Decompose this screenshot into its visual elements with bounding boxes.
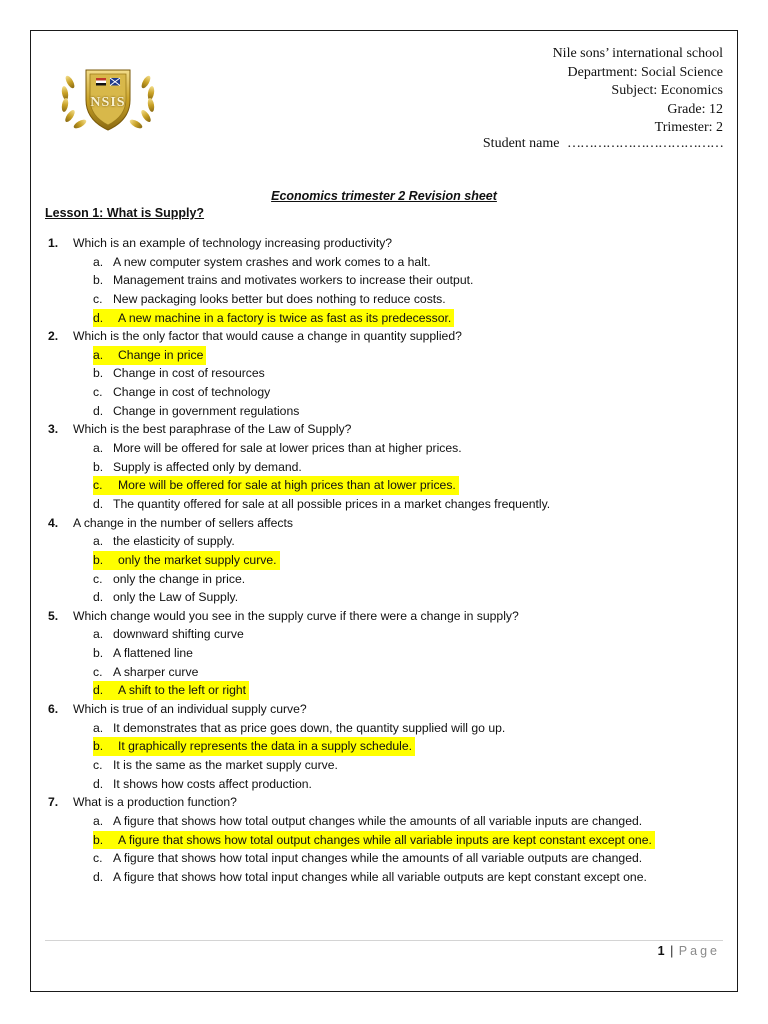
page-label: Page [678,944,720,958]
lesson-heading: Lesson 1: What is Supply? [45,206,205,220]
grade: Grade: 12 [667,101,723,117]
answer-highlight [93,681,249,700]
option-text: A figure that shows how total input changes while all variable outputs are kept constant except one. [113,869,647,884]
option-row [0,868,768,887]
option-letter: d. [93,496,104,511]
option-row-highlighted [0,551,768,570]
option-letter: d. [93,590,104,605]
option-letter: d. [93,869,104,884]
option-row [0,775,768,794]
option-letter: a. [93,347,104,362]
option-text: It shows how costs affect production. [113,776,312,791]
question-row [0,700,768,719]
option-letter: a. [93,254,104,269]
option-text: A shift to the left or right [118,683,247,698]
option-row [0,719,768,738]
question-text: A change in the number of sellers affects [73,515,293,530]
option-letter: c. [93,571,103,586]
page-number: 1 [657,944,665,958]
option-text: It demonstrates that as price goes down, the quantity supplied will go up. [113,720,506,735]
question-number: 5. [48,608,59,623]
logo-text: NSIS [90,95,126,110]
question-number: 6. [48,702,59,717]
document-title: Economics trimester 2 Revision sheet [271,189,497,203]
option-letter: c. [93,851,103,866]
option-letter: a. [93,720,104,735]
option-text: A sharper curve [113,664,199,679]
option-letter: c. [93,478,103,493]
option-letter: d. [93,310,104,325]
option-row [0,625,768,644]
question-row [0,793,768,812]
student-name-line [483,136,723,152]
option-text: It graphically represents the data in a supply schedule. [118,739,413,754]
option-row [0,439,768,458]
question-text: Which is an example of technology increasing productivity? [73,236,393,250]
question-number: 2. [48,329,59,344]
footer-divider [45,940,723,941]
question-row [0,420,768,439]
option-text: downward shifting curve [113,627,244,642]
question-row [0,607,768,626]
answer-highlight [93,346,206,365]
option-text: A figure that shows how total input changes while the amounts of all variable outputs are changed. [113,851,643,866]
option-letter: b. [93,459,104,474]
option-text: the elasticity of supply. [113,534,235,549]
option-row [0,364,768,383]
answer-highlight [93,831,655,850]
school-name: Nile sons’ international school [552,46,723,61]
option-text: only the market supply curve. [118,552,277,567]
answer-highlight [93,309,454,328]
option-letter: b. [93,273,104,288]
question-text: Which is true of an individual supply curve? [73,702,307,717]
subject: Subject: Economics [611,83,723,98]
option-text: It is the same as the market supply curve. [113,757,338,772]
option-row-highlighted [0,737,768,756]
option-text: Change in cost of resources [113,366,265,381]
option-row-highlighted [0,346,768,365]
option-text: Change in cost of technology [113,385,271,400]
option-row [0,402,768,421]
option-text: More will be offered for sale at high prices than at lower prices. [118,478,456,493]
option-letter: c. [93,664,103,679]
option-row [0,495,768,514]
option-letter: d. [93,683,104,698]
option-letter: a. [93,813,104,828]
option-row-highlighted [0,309,768,328]
option-row [0,532,768,551]
student-name-label: Student name [482,136,560,151]
option-letter: c. [93,385,103,400]
option-row [0,383,768,402]
option-letter: b. [93,832,104,847]
option-text: A new computer system crashes and work comes to a halt. [113,254,431,269]
option-letter: a. [93,627,104,642]
option-text: A flattened line [113,646,193,661]
option-text: Change in government regulations [113,403,300,418]
option-letter: b. [93,739,104,754]
option-text: A figure that shows how total output changes while the amounts of all variable inputs are changed. [113,813,643,828]
option-letter: a. [93,441,104,456]
option-text: The quantity offered for sale at all possible prices in a market changes frequently. [113,496,551,511]
student-name-dots: ……………………………… [567,136,723,151]
option-row [0,458,768,477]
option-text: only the Law of Supply. [113,590,239,605]
option-text: Management trains and motivates workers to increase their output. [113,273,474,288]
option-letter: b. [93,646,104,661]
question-number: 7. [48,795,59,810]
option-letter: b. [93,552,104,567]
option-row [0,253,768,272]
question-row [0,514,768,533]
option-row-highlighted [0,681,768,700]
option-row [0,588,768,607]
option-text: A new machine in a factory is twice as fast as its predecessor. [118,310,452,325]
page-separator: | [670,944,674,958]
option-letter: b. [93,366,104,381]
option-text: Change in price [118,347,204,362]
option-row [0,290,768,309]
question-number: 3. [48,422,59,437]
option-text: New packaging looks better but does nothing to reduce costs. [113,291,446,306]
question-text: Which is the only factor that would cause a change in quantity supplied? [73,329,462,344]
option-text: only the change in price. [113,571,246,586]
option-text: Supply is affected only by demand. [113,459,302,474]
answer-highlight [93,737,415,756]
option-row [0,271,768,290]
option-letter: d. [93,403,104,418]
department: Department: Social Science [567,64,723,80]
option-text: More will be offered for sale at lower prices than at higher prices. [113,441,462,456]
option-letter: c. [93,757,103,772]
option-letter: c. [93,291,103,306]
option-row [0,756,768,775]
school-logo [56,60,160,136]
question-text: Which is the best paraphrase of the Law of Supply? [73,422,352,437]
option-row [0,644,768,663]
option-row [0,812,768,831]
header-info [553,45,723,138]
option-letter: d. [93,776,104,791]
option-row [0,570,768,589]
option-row-highlighted [0,476,768,495]
question-list [0,234,768,886]
answer-highlight [93,476,459,495]
option-letter: a. [93,534,104,549]
question-row [0,234,768,253]
option-row-highlighted [0,831,768,850]
option-row [0,663,768,682]
answer-highlight [93,551,280,570]
question-text: What is a production function? [73,795,237,810]
trimester: Trimester: 2 [654,120,723,135]
question-number: 4. [48,515,59,530]
option-row [0,849,768,868]
question-number: 1. [48,236,59,250]
option-text: A figure that shows how total output changes while all variable inputs are kept constant except one. [118,832,652,847]
question-row [0,327,768,346]
question-text: Which change would you see in the supply curve if there were a change in supply? [73,608,519,623]
page-footer [658,944,720,958]
